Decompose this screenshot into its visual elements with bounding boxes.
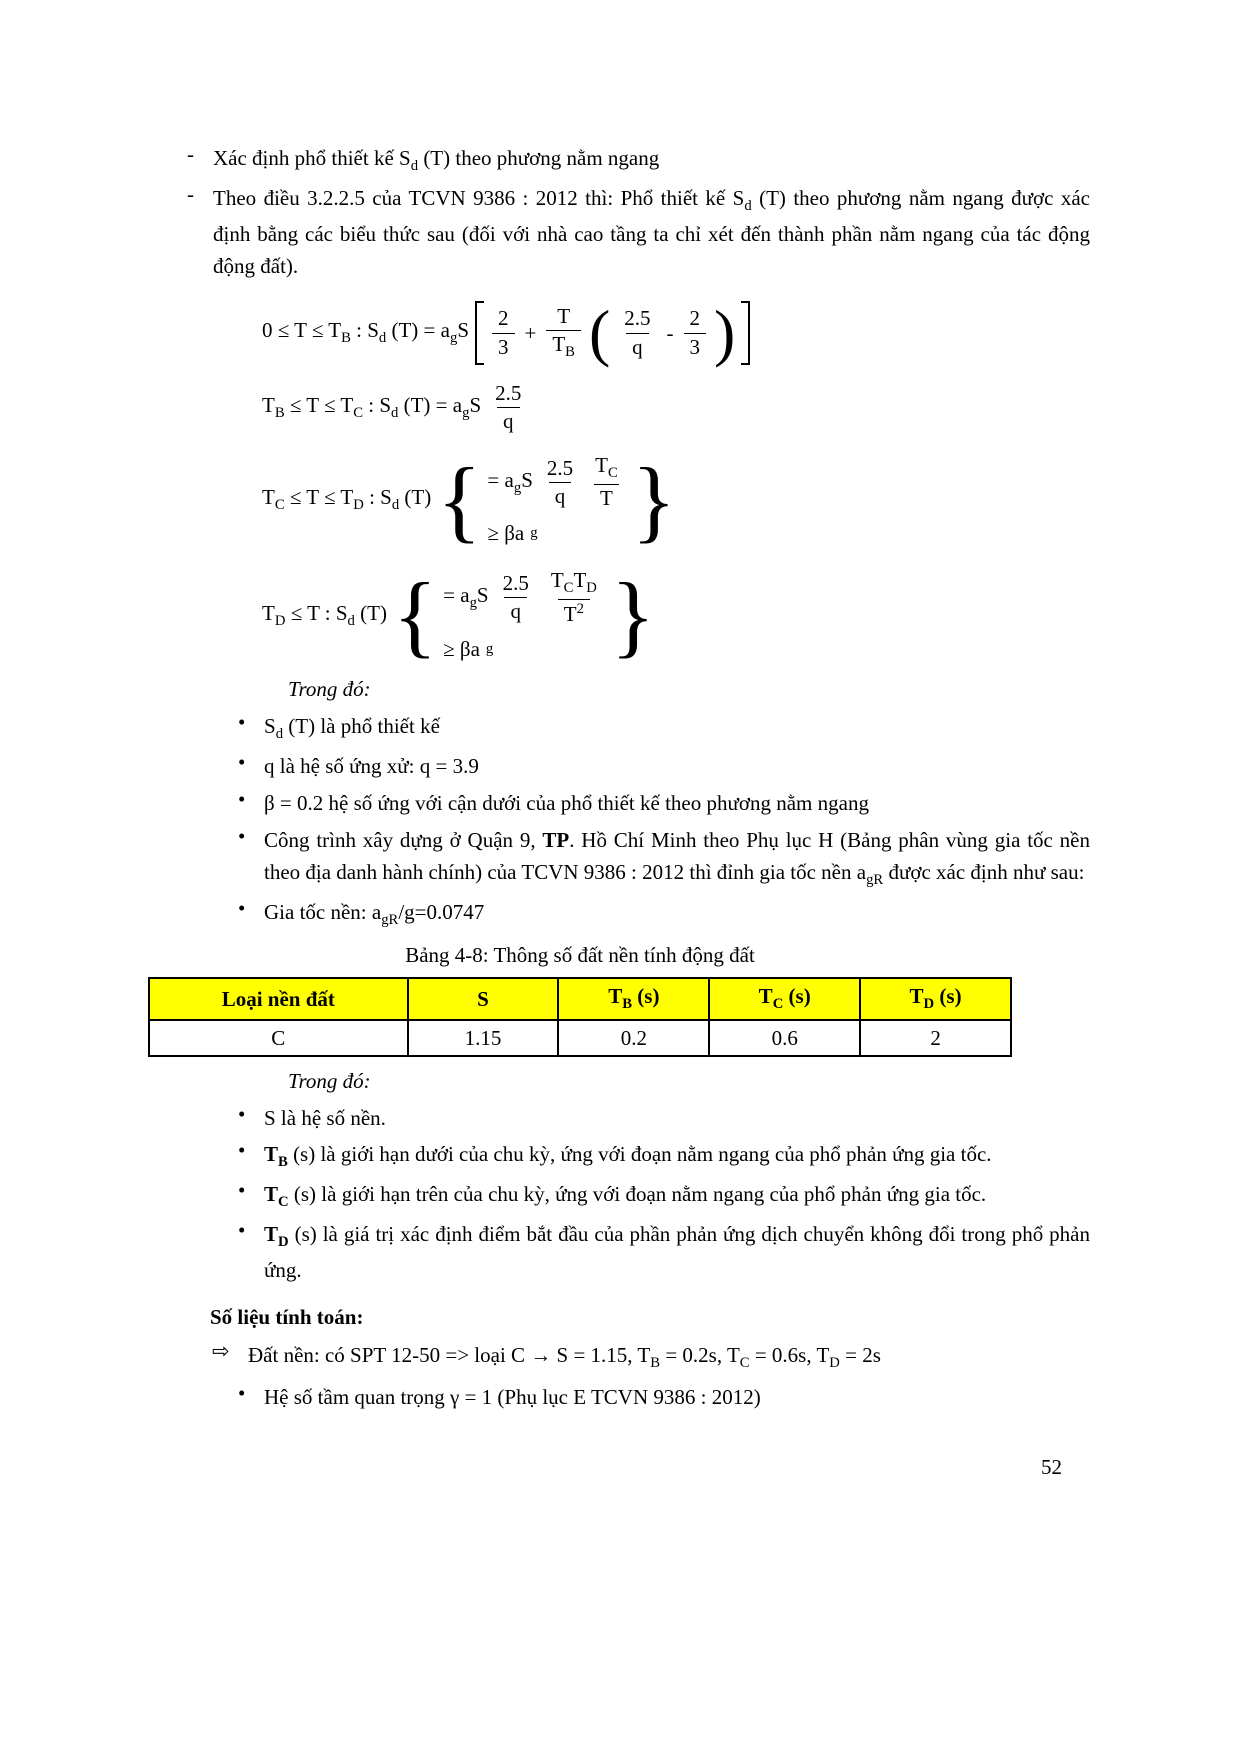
- bullet-marker: •: [238, 896, 246, 921]
- list-item-bullet: [238, 824, 1090, 893]
- bullet-marker: •: [238, 823, 246, 848]
- formula-3-case-2: ≥ βa g: [487, 521, 538, 546]
- cell-td: 2: [860, 1020, 1011, 1056]
- fraction-2p5-q: $\frac{2.5}{q}$: [624, 306, 651, 359]
- bullet-marker: •: [238, 1101, 246, 1126]
- formula-2-lhs: $T_B \le T \le T_C$ : $S_d$ $(T) = a_gS$: [262, 393, 482, 422]
- bullet-tc-definition: $T_C$ (s) là giới hạn trên của chu kỳ, ứng với đoạn nằm ngang của phổ phản ứng gia tốc.: [264, 1182, 987, 1211]
- case-lead: = $a_gS$: [443, 583, 489, 612]
- right-square-bracket: [741, 301, 750, 365]
- bullet-marker: •: [238, 1218, 246, 1243]
- formula-3-case-1: [487, 453, 625, 511]
- plus-operator: +: [524, 320, 537, 345]
- header-td: $T_D$ (s): [860, 978, 1011, 1019]
- bullet-importance-factor: Hệ số tầm quan trọng γ = 1 (Phụ lục E TCVN 9386 : 2012): [264, 1385, 761, 1410]
- formula-3-lhs: $T_C \le T \le T_D$ : $S_d$ (T): [262, 485, 432, 514]
- bullet-location: Công trình xây dựng ở Quận 9, TP. Hồ Chí Minh theo Phụ lục H (Bảng phân vùng gia tốc nền theo địa danh hành chính) của TCVN 9386 : 2012 thì đỉnh gia tốc nền $a_{gR}$ được xác định như sau:: [264, 827, 1090, 889]
- list-item-bullet: [238, 1381, 1090, 1414]
- paragraph-define-spectrum: Xác định phổ thiết kế $S_d$ (T) theo phương nằm ngang: [213, 146, 660, 175]
- bullet-sd-definition: $S_d$ (T) là phổ thiết kế: [264, 714, 440, 743]
- section-heading-calculation-data: Số liệu tính toán:: [210, 1304, 364, 1329]
- formula-4-lhs: $T_D \le T$ : $S_d$ (T): [262, 600, 387, 629]
- formula-4-case-2: ≥ βa g: [443, 637, 494, 662]
- right-brace: }: [631, 448, 676, 551]
- formula-1-lhs: $0 \le T \le T_B$ : $S_d$ $(T) = a_gS$: [262, 318, 469, 347]
- list-item-arrow: [212, 1339, 1090, 1375]
- label-trong-do: Trong đó:: [288, 1068, 371, 1093]
- label-trong-do: Trong đó:: [288, 677, 371, 702]
- header-soil-type: Loại nền đất: [149, 978, 408, 1019]
- left-square-bracket: [475, 301, 484, 365]
- header-tb: $T_B$ (s): [558, 978, 709, 1019]
- dash-marker: -: [187, 181, 194, 206]
- bullet-marker: •: [238, 1381, 246, 1406]
- right-brace: }: [610, 564, 656, 667]
- list-item-dash: [187, 142, 1090, 178]
- cell-tc: 0.6: [709, 1020, 860, 1056]
- fraction-T-TB: $\frac{T}{T_B}$: [546, 304, 581, 362]
- list-item-bullet: [238, 710, 1090, 746]
- cell-s: 1.15: [408, 1020, 559, 1056]
- formula-2: [262, 381, 1090, 434]
- formula-1: [262, 297, 1090, 369]
- bullet-s-definition: S là hệ số nền.: [264, 1105, 386, 1130]
- bullet-q-factor: q là hệ số ứng xử: q = 3.9: [264, 754, 479, 779]
- formula-block: [262, 297, 1090, 667]
- list-item-bullet: [238, 1102, 1090, 1135]
- formula-4: [262, 565, 1090, 665]
- list-item-bullet: [238, 1178, 1090, 1214]
- minus-operator: -: [666, 320, 674, 345]
- bullet-marker: •: [238, 710, 246, 735]
- left-brace: {: [392, 564, 438, 667]
- header-s: S: [408, 978, 559, 1019]
- table-caption: Bảng 4-8: Thông số đất nền tính động đất: [405, 942, 755, 967]
- fraction-2-3: $\frac{2}{3}$: [492, 306, 515, 359]
- case-lead: = $a_gS$: [487, 467, 533, 496]
- fraction-TCTD-T2: $\frac{T_CT_D}{T^2}$: [550, 568, 597, 627]
- bullet-tb-definition: $T_B$ (s) là giới hạn dưới của chu kỳ, ứng với đoạn nằm ngang của phổ phản ứng gia tốc.: [264, 1142, 992, 1171]
- table-row: [149, 1020, 1011, 1056]
- cell-tb: 0.2: [558, 1020, 709, 1056]
- bullet-td-definition: $T_D$ (s) là giá trị xác định điểm bắt đầu của phần phản ứng dịch chuyển không đổi trong phổ phản ứng.: [264, 1222, 1090, 1283]
- bullet-ground-acceleration: Gia tốc nền: $a_{gR}/g=0.0747$: [264, 900, 485, 929]
- formula-4-case-1: [443, 568, 605, 627]
- formula-3: [262, 450, 1090, 549]
- bullet-marker: •: [238, 1178, 246, 1203]
- paragraph-tcvn-clause: Theo điều 3.2.2.5 của TCVN 9386 : 2012 thì: Phổ thiết kế $S_d$ (T) theo phương nằm ngang được xác định bằng các biểu thức sau (đối với nhà cao tầng ta chỉ xét đến thành phần nằm ngang của tác động động đất).: [213, 185, 1090, 279]
- fraction-2p5-q: $\frac{2.5}{q}$: [546, 455, 574, 508]
- list-item-bullet: [238, 787, 1090, 820]
- bullet-marker: •: [238, 786, 246, 811]
- fraction-2p5-q: $\frac{2.5}{q}$: [495, 381, 522, 434]
- bullet-marker: •: [238, 1138, 246, 1163]
- left-paren: (: [588, 297, 611, 369]
- fraction-2-3: $\frac{2}{3}$: [684, 306, 707, 359]
- header-tc: $T_C$ (s): [709, 978, 860, 1019]
- left-brace: {: [437, 448, 482, 551]
- formula-3-cases: [487, 450, 625, 549]
- fraction-TC-T: $\frac{T_C}{T}$: [595, 453, 618, 511]
- list-item-bullet: [238, 750, 1090, 783]
- right-paren: ): [714, 297, 736, 369]
- cell-soil-type: C: [149, 1020, 408, 1056]
- list-item-dash: [187, 182, 1090, 283]
- page-number: 52: [1041, 1455, 1062, 1479]
- list-item-bullet: [238, 896, 1090, 932]
- arrow-icon: ⇨: [212, 1339, 230, 1364]
- formula-4-cases: [443, 565, 605, 665]
- list-item-bullet: [238, 1218, 1090, 1287]
- bullet-marker: •: [238, 750, 246, 775]
- soil-calculation-line: Đất nền: có SPT 12-50 => loại C → S = 1.15, $T_B = 0.2s$, $T_C = 0.6s$, $T_D = 2s$: [248, 1343, 881, 1372]
- bullet-beta-factor: β = 0.2 hệ số ứng với cận dưới của phổ thiết kế theo phương nằm ngang: [264, 790, 869, 815]
- soil-parameters-table: [148, 977, 1012, 1056]
- dash-marker: -: [187, 142, 194, 166]
- table-header-row: [149, 978, 1011, 1019]
- list-item-bullet: [238, 1138, 1090, 1174]
- fraction-2p5-q: $\frac{2.5}{q}$: [502, 571, 529, 624]
